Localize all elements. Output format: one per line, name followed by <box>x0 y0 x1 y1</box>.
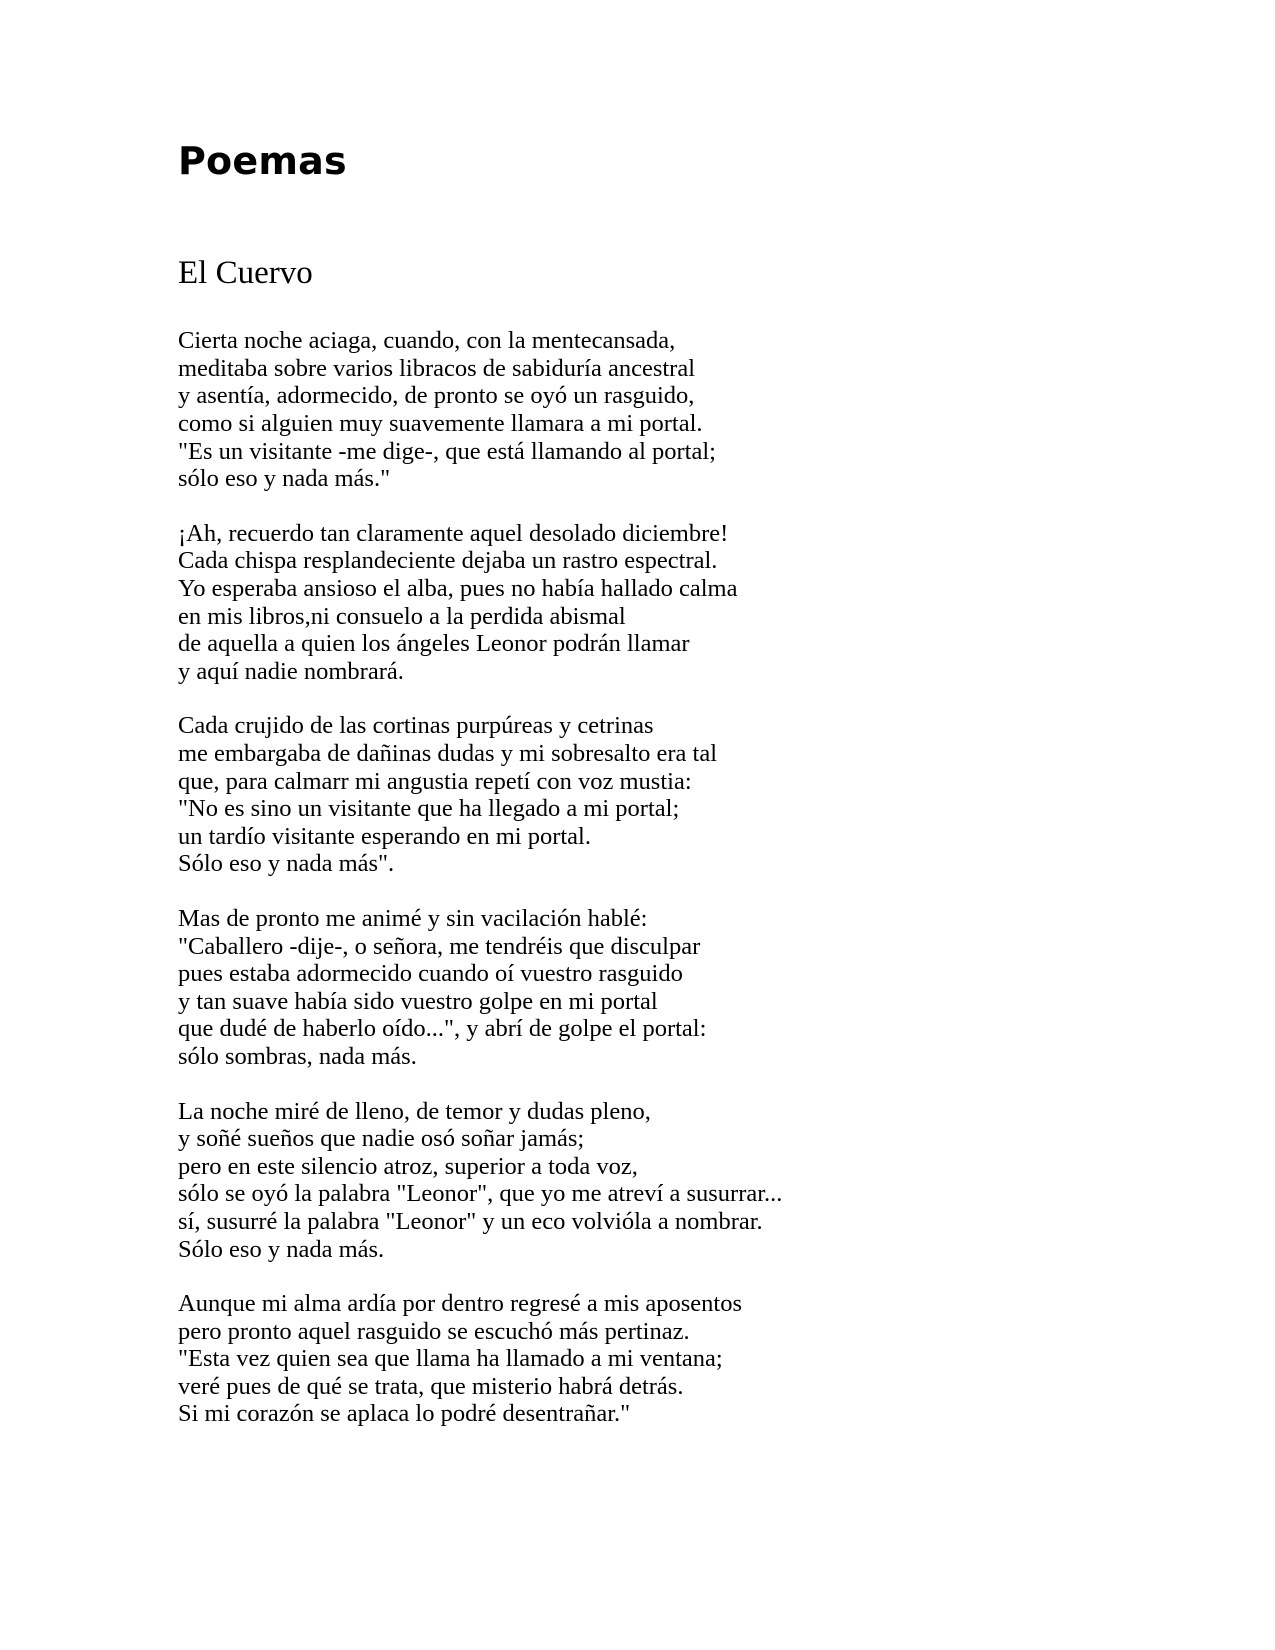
poem-line: Sólo eso y nada más. <box>178 1235 385 1263</box>
poem-stanza <box>178 520 1098 686</box>
poem-line: sí, susurré la palabra "Leonor" y un eco volvióla a nombrar. <box>178 1207 763 1235</box>
poem-line: pero en este silencio atroz, superior a toda voz, <box>178 1152 638 1180</box>
poem-line: sólo sombras, nada más. <box>178 1042 417 1070</box>
document-content <box>178 140 1098 1428</box>
poem-line: pero pronto aquel rasguido se escuchó más pertinaz. <box>178 1317 690 1345</box>
poem-line: que, para calmarr mi angustia repetí con voz mustia: <box>178 767 692 795</box>
poem-line: La noche miré de lleno, de temor y dudas pleno, <box>178 1097 651 1125</box>
poem-line: Cada chispa resplandeciente dejaba un rastro espectral. <box>178 547 718 575</box>
poem-line: y soñé sueños que nadie osó soñar jamás; <box>178 1125 585 1153</box>
poem-line: meditaba sobre varios libracos de sabiduría ancestral <box>178 354 696 382</box>
poem-line: como si alguien muy suavemente llamara a mi portal. <box>178 410 703 438</box>
poem-line: sólo eso y nada más." <box>178 465 391 493</box>
poem-line: pues estaba adormecido cuando oí vuestro rasguido <box>178 960 683 988</box>
poem-line: Si mi corazón se aplaca lo podré desentrañar." <box>178 1400 631 1428</box>
poem-line: "Caballero -dije-, o señora, me tendréis que disculpar <box>178 932 701 960</box>
poem-line: Yo esperaba ansioso el alba, pues no había hallado calma <box>178 575 738 603</box>
poem-line: y aquí nadie nombrará. <box>178 657 404 685</box>
poem-stanza <box>178 712 1098 878</box>
poem-line: y tan suave había sido vuestro golpe en mi portal <box>178 987 658 1015</box>
poem-line: me embargaba de dañinas dudas y mi sobresalto era tal <box>178 740 718 767</box>
poem-line: Sólo eso y nada más". <box>178 850 395 878</box>
poem-stanza <box>178 1098 1098 1264</box>
poem-line: ¡Ah, recuerdo tan claramente aquel desolado diciembre! <box>178 519 729 547</box>
poem-line: de aquella a quien los ángeles Leonor podrán llamar <box>178 630 690 658</box>
poem-line: que dudé de haberlo oído...", y abrí de golpe el portal: <box>178 1015 707 1043</box>
poem-line: "Esta vez quien sea que llama ha llamado a mi ventana; <box>178 1345 723 1373</box>
poem-line: Cierta noche aciaga, cuando, con la mentecansada, <box>178 327 676 355</box>
poem-body <box>178 327 1098 1428</box>
poem-line: y asentía, adormecido, de pronto se oyó un rasguido, <box>178 382 695 410</box>
poem-stanza <box>178 327 1098 493</box>
poem-line: sólo se oyó la palabra "Leonor", que yo me atreví a susurrar... <box>178 1180 783 1208</box>
poem-line: en mis libros,ni consuelo a la perdida abismal <box>178 602 626 630</box>
poem-heading: El Cuervo <box>178 254 313 291</box>
poem-line: "No es sino un visitante que ha llegado a mi portal; <box>178 795 680 823</box>
poem-stanza <box>178 1290 1098 1428</box>
poem-line: Cada crujido de las cortinas purpúreas y cetrinas <box>178 712 654 740</box>
poem-line: "Es un visitante -me dige-, que está llamando al portal; <box>178 437 716 465</box>
poem-stanza <box>178 905 1098 1071</box>
poem-line: Mas de pronto me animé y sin vacilación hablé: <box>178 904 648 932</box>
poem-line: veré pues de qué se trata, que misterio habrá detrás. <box>178 1372 684 1400</box>
page-title: Poemas <box>178 139 347 183</box>
poem-line: un tardío visitante esperando en mi portal. <box>178 822 591 850</box>
poem-line: Aunque mi alma ardía por dentro regresé a mis aposentos <box>178 1290 743 1318</box>
